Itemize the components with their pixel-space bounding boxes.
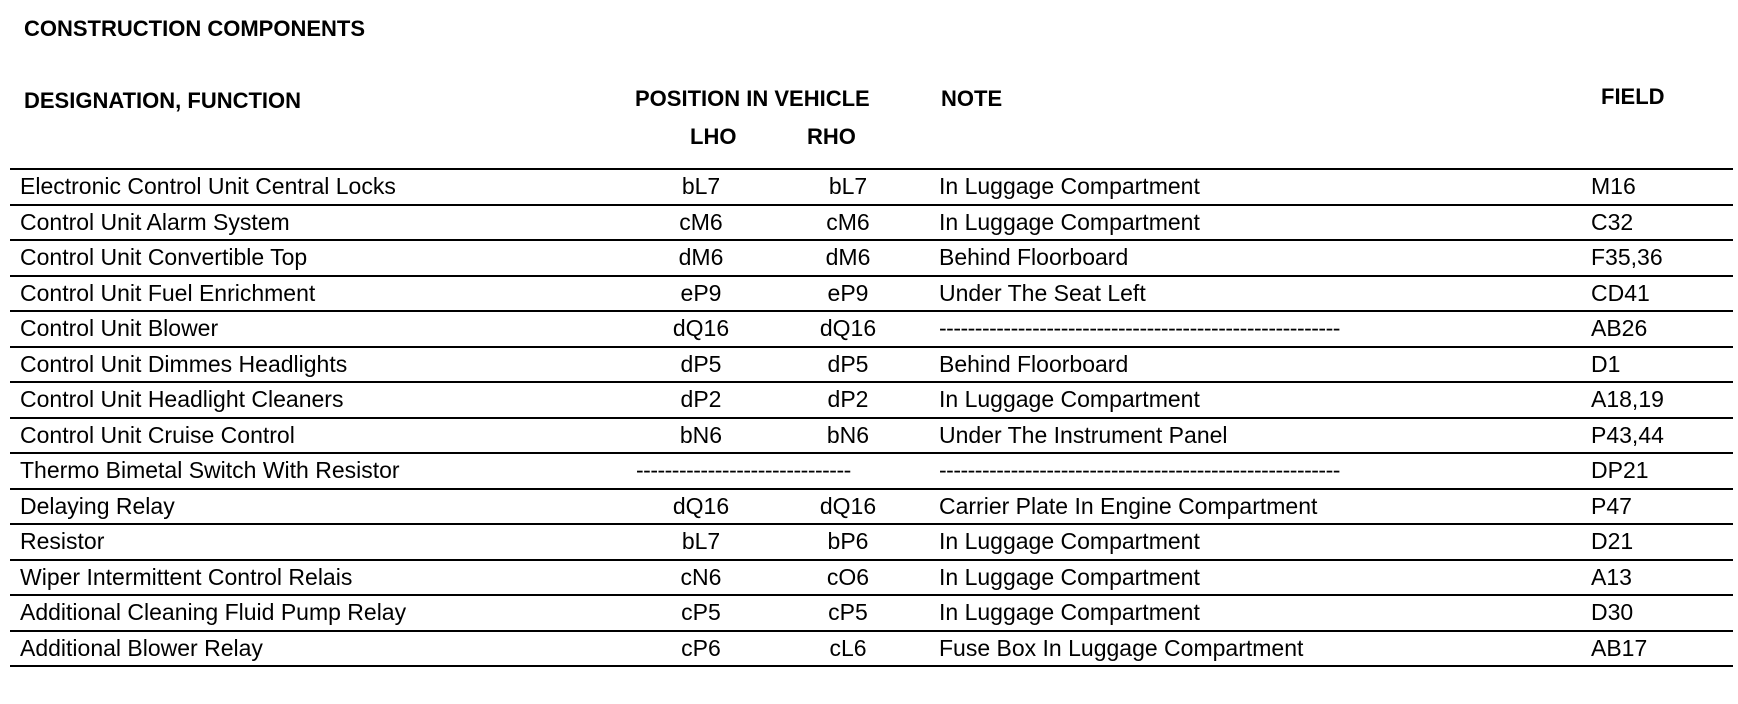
table-row — [10, 348, 1733, 384]
cell-designation: Control Unit Alarm System — [20, 208, 290, 235]
cell-field: C32 — [1591, 208, 1634, 235]
cell-rho: bN6 — [826, 421, 870, 448]
cell-rho: bP6 — [827, 528, 869, 554]
cell-rho: dM6 — [825, 244, 871, 270]
cell-designation: Additional Blower Relay — [20, 634, 263, 661]
cell-designation: Delaying Relay — [20, 492, 175, 519]
cell-note: Under The Instrument Panel — [939, 421, 1228, 448]
cell-designation: Resistor — [20, 528, 105, 554]
cell-lho: cM6 — [679, 208, 723, 235]
cell-lho: dQ16 — [672, 315, 730, 341]
cell-designation: Control Unit Convertible Top — [20, 244, 308, 270]
cell-rho: dP2 — [827, 386, 869, 412]
cell-position-span: ------------------------------ — [636, 457, 851, 483]
cell-note: Fuse Box In Luggage Compartment — [939, 634, 1304, 661]
cell-rho: dQ16 — [819, 492, 877, 519]
header-position: POSITION IN VEHICLE — [635, 86, 870, 111]
cell-note: Behind Floorboard — [939, 350, 1129, 377]
table-row — [10, 632, 1733, 668]
cell-lho: dQ16 — [672, 492, 730, 519]
cell-field: DP21 — [1591, 457, 1649, 483]
cell-lho: cP6 — [681, 634, 721, 661]
cell-lho: bL7 — [681, 528, 721, 554]
cell-note: Carrier Plate In Engine Compartment — [939, 492, 1318, 519]
table-row — [10, 206, 1733, 242]
components-table — [10, 168, 1733, 667]
cell-note: In Luggage Compartment — [939, 563, 1200, 590]
cell-lho: dM6 — [678, 244, 724, 270]
cell-designation: Control Unit Dimmes Headlights — [20, 350, 348, 377]
cell-designation: Control Unit Headlight Cleaners — [20, 386, 344, 412]
cell-rho: cM6 — [826, 208, 870, 235]
cell-field: A18,19 — [1591, 386, 1664, 412]
cell-lho: cP5 — [681, 599, 721, 625]
cell-rho: dP5 — [827, 350, 869, 377]
cell-designation: Control Unit Blower — [20, 315, 219, 341]
cell-note: In Luggage Compartment — [939, 386, 1200, 412]
cell-rho: cL6 — [829, 634, 867, 661]
cell-note: In Luggage Compartment — [939, 173, 1200, 199]
cell-field: P43,44 — [1591, 421, 1664, 448]
cell-note: -------------------------------------------------------- — [939, 457, 1340, 483]
table-row — [10, 241, 1733, 277]
table-row — [10, 561, 1733, 597]
cell-field: AB17 — [1591, 634, 1648, 661]
cell-designation: Electronic Control Unit Central Locks — [20, 173, 396, 199]
cell-field: M16 — [1591, 173, 1636, 199]
cell-designation: Control Unit Cruise Control — [20, 421, 295, 448]
cell-rho: cO6 — [826, 563, 870, 590]
table-row — [10, 454, 1733, 490]
cell-lho: bL7 — [681, 173, 721, 199]
cell-rho: eP9 — [827, 279, 869, 306]
cell-note: Behind Floorboard — [939, 244, 1129, 270]
cell-field: P47 — [1591, 492, 1632, 519]
cell-designation: Additional Cleaning Fluid Pump Relay — [20, 599, 407, 625]
cell-lho: dP2 — [680, 386, 722, 412]
cell-note: In Luggage Compartment — [939, 599, 1200, 625]
cell-field: CD41 — [1591, 279, 1650, 306]
cell-field: D30 — [1591, 599, 1634, 625]
table-row — [10, 383, 1733, 419]
cell-designation: Wiper Intermittent Control Relais — [20, 563, 353, 590]
cell-lho: bN6 — [679, 421, 723, 448]
cell-lho: cN6 — [680, 563, 722, 590]
header-rho: RHO — [807, 124, 856, 149]
cell-field: A13 — [1591, 563, 1632, 590]
cell-note: -------------------------------------------------------- — [939, 315, 1340, 341]
cell-field: D1 — [1591, 350, 1621, 377]
table-row — [10, 312, 1733, 348]
cell-note: Under The Seat Left — [939, 279, 1146, 306]
cell-note: In Luggage Compartment — [939, 208, 1200, 235]
header-field: FIELD — [1601, 84, 1665, 109]
table-row — [10, 490, 1733, 526]
cell-designation: Thermo Bimetal Switch With Resistor — [20, 457, 400, 483]
table-row — [10, 419, 1733, 455]
cell-lho: dP5 — [680, 350, 722, 377]
cell-field: AB26 — [1591, 315, 1648, 341]
cell-rho: bL7 — [828, 173, 868, 199]
cell-field: F35,36 — [1591, 244, 1663, 270]
header-lho: LHO — [690, 124, 737, 149]
table-row — [10, 525, 1733, 561]
cell-rho: dQ16 — [819, 315, 877, 341]
cell-rho: cP5 — [828, 599, 868, 625]
table-row — [10, 596, 1733, 632]
cell-lho: eP9 — [680, 279, 722, 306]
header-designation: DESIGNATION, FUNCTION — [24, 88, 302, 113]
header-note: NOTE — [941, 86, 1003, 111]
cell-field: D21 — [1591, 528, 1634, 554]
page-title: CONSTRUCTION COMPONENTS — [24, 16, 365, 41]
cell-note: In Luggage Compartment — [939, 528, 1200, 554]
table-row — [10, 277, 1733, 313]
cell-designation: Control Unit Fuel Enrichment — [20, 279, 316, 306]
table-row — [10, 170, 1733, 206]
